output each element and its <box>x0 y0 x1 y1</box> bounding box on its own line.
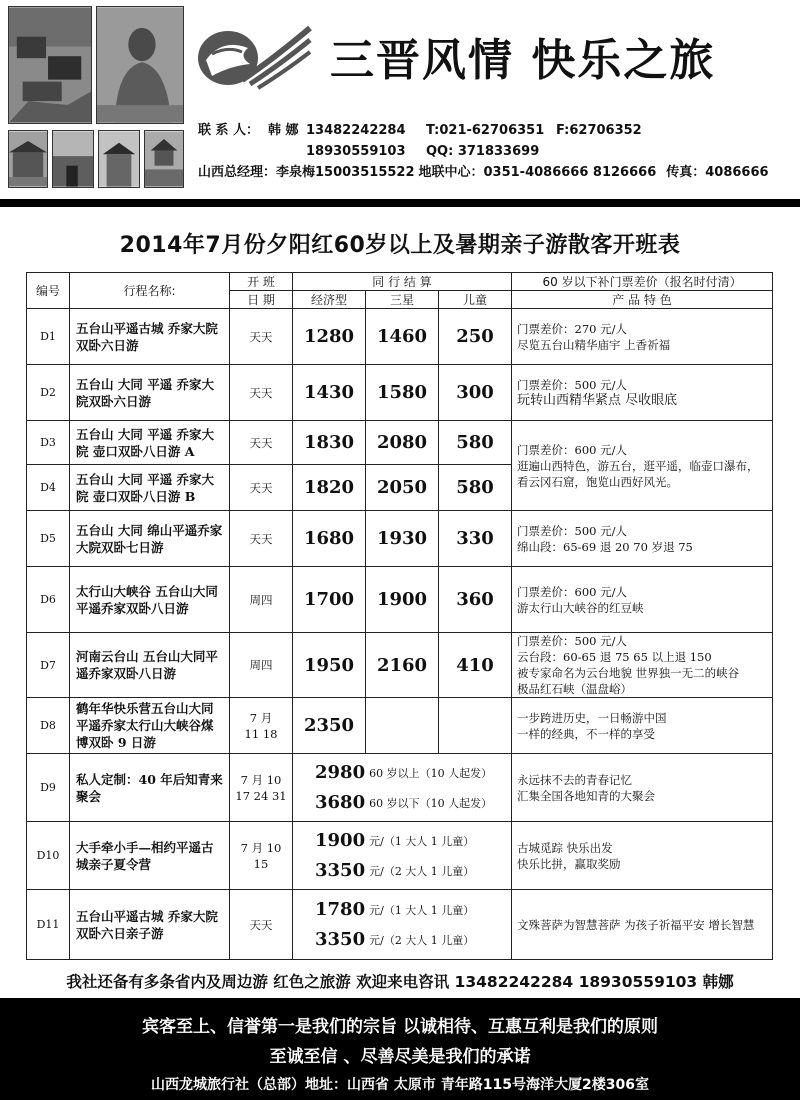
row-date: 天天 <box>230 465 293 511</box>
schedule-table <box>26 272 773 960</box>
table-row <box>27 511 773 567</box>
header-three-star: 三星 <box>366 291 439 309</box>
feature-line: 逛遍山西特色，游五台，逛平遥，临壶口瀑布，看云冈石窟，饱览山西好风光。 <box>517 458 759 489</box>
header <box>0 0 800 200</box>
contact-qq[interactable]: QQ: 371833699 <box>426 144 540 159</box>
feature-line: 游太行山大峡谷的红豆峡 <box>517 600 644 615</box>
photo-collage <box>8 6 184 188</box>
row-route: 五台山 大同 平遥 乔家大院 壶口双卧八日游 A <box>70 421 230 465</box>
hanging-temple-photo <box>8 6 92 124</box>
row-date <box>230 822 293 890</box>
footer <box>0 998 800 1100</box>
contact-telephone[interactable]: T:021-62706351 <box>426 123 545 138</box>
courtyard-photo <box>8 130 48 188</box>
row-price-three-star: 2080 <box>366 421 439 465</box>
row-code: D5 <box>27 511 70 567</box>
footer-address: 山西龙城旅行社（总部）地址：山西省 太原市 青年路115号海洋大厦2楼306室 <box>151 1077 649 1093</box>
row-price-economy: 1700 <box>293 567 366 633</box>
date-line: 11 18 <box>244 726 278 741</box>
combo-note: 元/（2 大人 1 儿童） <box>369 933 475 947</box>
row-code: D2 <box>27 365 70 421</box>
feature-line: 门票差价：500 元/人 <box>517 634 628 648</box>
buddha-statue-photo <box>96 6 184 124</box>
combo-price: 3350 <box>315 929 366 950</box>
feature-line: 被专家命名为云台地貌 世界独一无二的峡谷 <box>517 666 740 680</box>
row-route: 鹤年华快乐营五台山大同平遥乔家太行山大峡谷煤博双卧 9 日游 <box>70 698 230 754</box>
brand-slogan: 三晋风情 快乐之旅 <box>330 35 716 86</box>
row-price-combos <box>293 822 512 890</box>
header-route: 行程名称: <box>70 273 230 309</box>
pagoda-photo <box>144 130 184 188</box>
row-date <box>230 754 293 822</box>
row-price-child: 330 <box>439 511 512 567</box>
row-price-three-star: 2050 <box>366 465 439 511</box>
row-price-three-star: 1930 <box>366 511 439 567</box>
row-route: 五台山平遥古城 乔家大院双卧六日亲子游 <box>70 890 230 960</box>
header-economy: 经济型 <box>293 291 366 309</box>
row-code: D6 <box>27 567 70 633</box>
row-features <box>512 633 773 698</box>
feature-line: 文殊菩萨为智慧菩萨 为孩子祈福平安 增长智慧 <box>517 917 755 932</box>
row-price-child: 410 <box>439 633 512 698</box>
header-features: 产 品 特 色 <box>512 291 773 309</box>
header-divider <box>0 199 800 207</box>
row-code: D9 <box>27 754 70 822</box>
feature-line: 门票差价：500 元/人 <box>517 523 628 538</box>
table-row <box>27 421 773 465</box>
feature-line: 一步跨进历史，一日畅游中国 <box>517 710 667 725</box>
contact-name: 韩 娜 <box>268 123 299 138</box>
combo-note: 60 岁以上（10 人起发） <box>369 766 493 780</box>
table-row <box>27 633 773 698</box>
row-route: 太行山大峡谷 五台山大同 平遥乔家双卧八日游 <box>70 567 230 633</box>
row-date: 天天 <box>230 511 293 567</box>
row-features <box>512 822 773 890</box>
feature-line: 门票差价：270 元/人 <box>517 321 628 336</box>
table-row <box>27 698 773 754</box>
row-price-economy: 1680 <box>293 511 366 567</box>
feature-line: 极品红石峡（温盘峪） <box>517 682 633 696</box>
empty-cell <box>366 698 439 754</box>
row-features <box>512 365 773 421</box>
feature-line: 云台段：60-65 退 75 65 以上退 150 <box>517 650 712 664</box>
combo-price: 3680 <box>315 792 366 813</box>
row-price-three-star: 2160 <box>366 633 439 698</box>
row-features <box>512 309 773 365</box>
table-row <box>27 309 773 365</box>
contact-fax[interactable]: F:62706352 <box>556 123 642 138</box>
feature-line: 汇集全国各地知青的大聚会 <box>517 788 656 803</box>
table-row <box>27 365 773 421</box>
row-price-child: 580 <box>439 421 512 465</box>
row-date <box>230 698 293 754</box>
contact-line-3 <box>198 162 769 183</box>
feature-line: 古城觅踪 快乐出发 <box>517 840 613 855</box>
feature-line: 永远抹不去的青春记忆 <box>517 772 633 787</box>
row-code: D11 <box>27 890 70 960</box>
table-row <box>27 567 773 633</box>
combo-note: 元/（1 大人 1 儿童） <box>369 834 475 848</box>
date-line: 17 24 31 <box>235 788 287 803</box>
row-features <box>512 698 773 754</box>
row-route: 五台山 大同 绵山平遥乔家大院双卧七日游 <box>70 511 230 567</box>
row-price-child: 300 <box>439 365 512 421</box>
row-route: 大手牵小手—相约平遥古城亲子夏令营 <box>70 822 230 890</box>
contact-line-1 <box>198 120 769 141</box>
city-wall-photo <box>52 130 94 188</box>
row-price-economy: 1820 <box>293 465 366 511</box>
contact-line-2 <box>198 141 769 162</box>
row-route: 河南云台山 五台山大同平遥乔家双卧八日游 <box>70 633 230 698</box>
row-price-child: 250 <box>439 309 512 365</box>
row-code: D10 <box>27 822 70 890</box>
empty-cell <box>439 698 512 754</box>
header-fax[interactable]: 传真：4086666 <box>666 165 769 180</box>
contact-mobile-1[interactable]: 13482242284 <box>306 123 406 138</box>
row-route: 私人定制：40 年后知青来聚会 <box>70 754 230 822</box>
row-price-economy: 1280 <box>293 309 366 365</box>
combo-price: 1900 <box>315 830 366 851</box>
combo-note: 60 岁以下（10 人起发） <box>369 796 493 810</box>
footer-motto-2: 至诚至信 、尽善尽美是我们的承诺 <box>269 1047 531 1067</box>
row-features <box>512 754 773 822</box>
row-price-child: 580 <box>439 465 512 511</box>
combo-note: 元/（2 大人 1 儿童） <box>369 864 475 878</box>
row-code: D7 <box>27 633 70 698</box>
feature-line: 玩转山西精华紧点 尽收眼底 <box>517 392 678 408</box>
row-date: 天天 <box>230 890 293 960</box>
row-price-economy: 1830 <box>293 421 366 465</box>
row-price-three-star: 1580 <box>366 365 439 421</box>
feature-line: 门票差价：600 元/人 <box>517 442 628 457</box>
feature-line: 尽览五台山精华庙宇 上香祈福 <box>517 337 671 352</box>
promo-line: 我社还备有多条省内及周边游 红色之旅游 欢迎来电咨讯 13482242284 18930559103 韩娜 <box>66 973 734 991</box>
row-features-merged <box>512 421 773 511</box>
date-line: 7 月 10 <box>240 840 282 855</box>
feature-line: 快乐比拼，赢取奖励 <box>517 856 621 871</box>
table-row <box>27 822 773 890</box>
header-date-top: 开 班 <box>230 273 293 291</box>
row-route: 五台山平遥古城 乔家大院双卧六日游 <box>70 309 230 365</box>
header-child: 儿童 <box>439 291 512 309</box>
footer-motto-1: 宾客至上、信誉第一是我们的宗旨 以诚相待、互惠互利是我们的原则 <box>142 1017 658 1037</box>
combo-price: 1780 <box>315 899 366 920</box>
row-date: 天天 <box>230 309 293 365</box>
feature-line: 一样的经典，不一样的享受 <box>517 726 656 741</box>
feature-line: 门票差价：500 元/人 <box>517 377 628 392</box>
header-settlement: 同 行 结 算 <box>293 273 512 291</box>
row-price-economy: 2350 <box>293 698 366 754</box>
row-code: D1 <box>27 309 70 365</box>
date-line: 7 月 10 <box>240 772 282 787</box>
date-line: 7 月 <box>249 710 273 725</box>
row-code: D3 <box>27 421 70 465</box>
feature-line: 绵山段：65-69 退 20 70 岁退 75 <box>517 539 693 554</box>
row-features <box>512 890 773 960</box>
contact-label: 联 系 人： <box>198 123 260 138</box>
date-line: 15 <box>253 856 269 871</box>
general-manager: 山西总经理：李泉梅15003515522 <box>198 165 415 180</box>
row-code: D4 <box>27 465 70 511</box>
row-date: 天天 <box>230 421 293 465</box>
row-price-three-star: 1460 <box>366 309 439 365</box>
table-row <box>27 890 773 960</box>
header-ticket-note: 60 岁以下补门票差价（报名时付清） <box>512 273 773 291</box>
row-price-three-star: 1900 <box>366 567 439 633</box>
row-price-child: 360 <box>439 567 512 633</box>
row-date: 周四 <box>230 633 293 698</box>
combo-price: 3350 <box>315 860 366 881</box>
dragon-logo-icon <box>192 20 312 90</box>
combo-price: 2980 <box>315 762 366 783</box>
row-code: D8 <box>27 698 70 754</box>
contact-mobile-2[interactable]: 18930559103 <box>306 144 406 159</box>
table-row <box>27 754 773 822</box>
header-row-1 <box>27 273 773 291</box>
row-features <box>512 511 773 567</box>
combo-note: 元/（1 大人 1 儿童） <box>369 903 475 917</box>
contact-info <box>198 120 769 183</box>
header-date-bottom: 日 期 <box>230 291 293 309</box>
page-title: 2014年7月份夕阳红60岁以上及暑期亲子游散客开班表 <box>119 233 681 258</box>
row-route: 五台山 大同 平遥 乔家大院双卧六日游 <box>70 365 230 421</box>
row-price-economy: 1430 <box>293 365 366 421</box>
row-date: 周四 <box>230 567 293 633</box>
feature-line: 门票差价：600 元/人 <box>517 584 628 599</box>
row-price-combos <box>293 754 512 822</box>
row-price-economy: 1950 <box>293 633 366 698</box>
header-code: 编号 <box>27 273 70 309</box>
row-route: 五台山 大同 平遥 乔家大院 壶口双卧八日游 B <box>70 465 230 511</box>
row-price-combos <box>293 890 512 960</box>
pingyao-gate-photo <box>98 130 140 188</box>
row-features <box>512 567 773 633</box>
ground-center-phone[interactable]: 地联中心：0351-4086666 8126666 <box>418 165 657 180</box>
row-date: 天天 <box>230 365 293 421</box>
